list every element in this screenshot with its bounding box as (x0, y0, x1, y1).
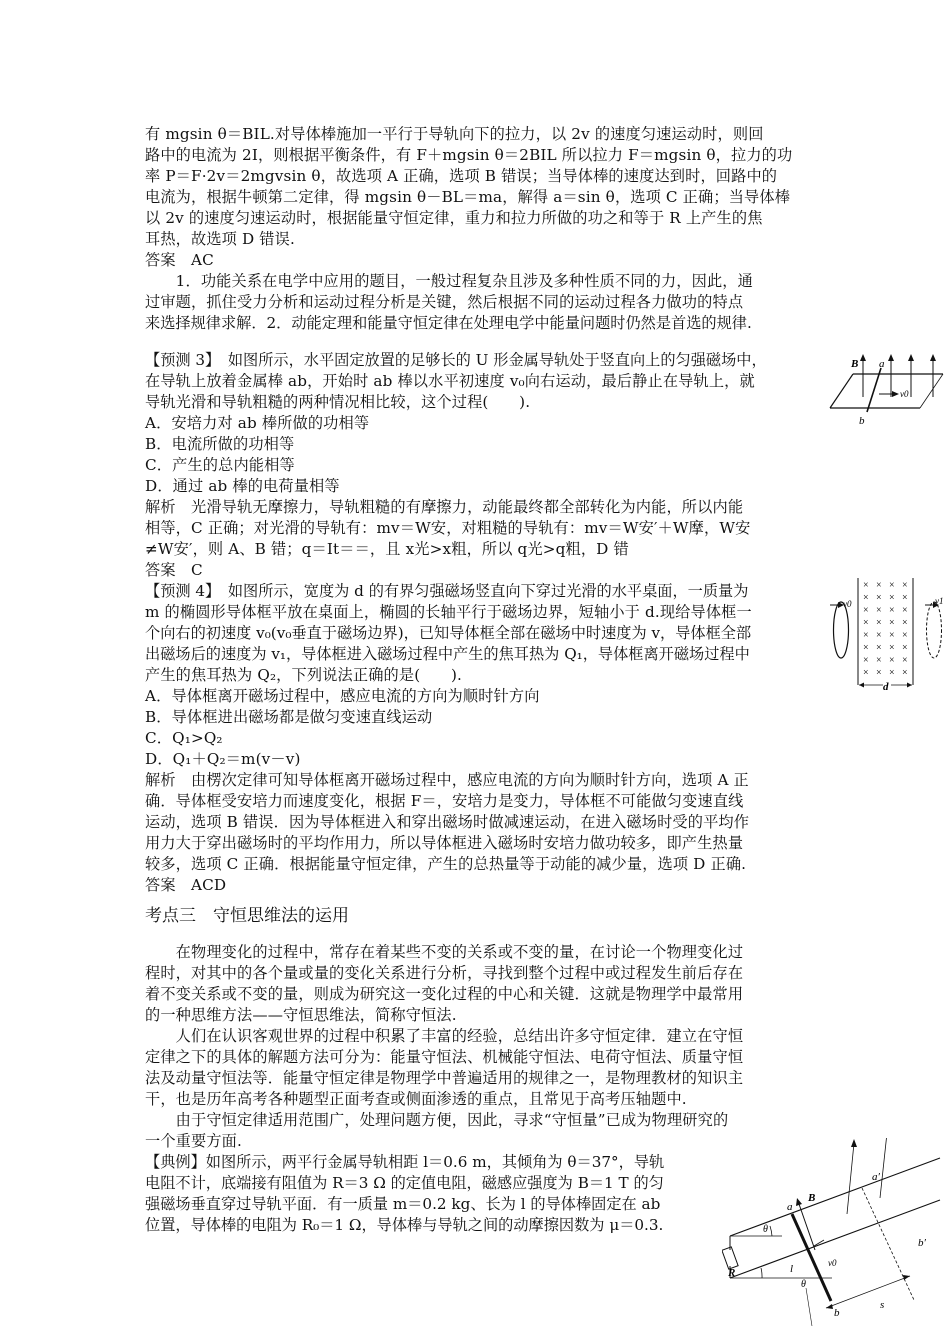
label-a: a (787, 1201, 793, 1213)
label-l: l (790, 1263, 794, 1275)
question-line: 个向右的初速度 v₀(v₀垂直于磁场边界)，已知导体框全部在磁场中时速度为 v，导体框全部 (145, 624, 752, 642)
rail-end (830, 374, 853, 408)
field-cross-mark: × (889, 655, 895, 666)
label-theta: θ (763, 1224, 768, 1235)
field-cross-mark: × (902, 580, 908, 591)
field-cross-mark: × (902, 667, 908, 679)
text-line: 率 P＝F·2v＝2mgvsin θ，故选项 A 正确，选项 B 错误；当导体棒的速度达到时，回路中的 (145, 167, 778, 185)
text-line: 1．功能关系在电学中应用的题目，一般过程复杂且涉及多种性质不同的力，因此，通 (145, 272, 753, 290)
field-cross-mark: × (902, 605, 908, 616)
answer-line: 答案 C (145, 561, 203, 579)
label-B: B (808, 1192, 816, 1204)
option-c: C．Q₁>Q₂ (145, 729, 223, 747)
field-cross-mark: × (889, 592, 895, 604)
field-cross-mark: × (863, 642, 869, 654)
rod-ab (867, 368, 881, 412)
field-cross-mark: × (876, 580, 882, 591)
text-line: 过审题，抓住受力分析和运动过程分析是关键，然后根据不同的运动过程各力做功的特点 (145, 293, 744, 311)
rail-upper (730, 1158, 940, 1236)
length-marker (806, 1288, 812, 1326)
section-heading: 考点三 守恒思维法的运用 (145, 906, 349, 926)
option-b: B．电流所做的功相等 (145, 435, 295, 453)
paragraph-line: 程时，对其中的各个量或量的变化关系进行分析，寻找到整个过程中或过程发生前后存在 (145, 964, 744, 982)
position-ab-prime (862, 1188, 914, 1300)
field-cross-mark: × (863, 630, 869, 641)
text-line: 以 2v 的速度匀速运动时，根据能量守恒定律，重力和拉力所做的功之和等于 R 上产生的焦 (145, 209, 763, 227)
label-a-prime: a′ (872, 1171, 880, 1183)
label-v0: v0 (900, 389, 909, 399)
field-cross-mark: × (863, 667, 869, 679)
label-R: R (728, 1267, 736, 1279)
label-v0: v0 (828, 1258, 837, 1268)
analysis-line: ≠W安′，则 A、B 错；q＝It＝＝，且 x光>x粗，所以 q光>q粗，D 错 (145, 540, 629, 558)
text-line: 耳热，故选项 D 错误. (145, 230, 295, 248)
label-b-prime: b′ (918, 1237, 926, 1249)
question-line: 出磁场后的速度为 v₁，导体框进入磁场过程中产生的焦耳热为 Q₁，导体框离开磁场过程中 (145, 645, 750, 663)
option-a: A．导体框离开磁场过程中，感应电流的方向为顺时针方向 (145, 687, 540, 705)
plane-edge (920, 374, 943, 408)
label-B: B (851, 358, 859, 370)
distance-s (826, 1276, 910, 1308)
option-d: D．通过 ab 棒的电荷量相等 (145, 477, 340, 495)
paragraph-line: 的一种思维方法——守恒思维法，简称守恒法. (145, 1006, 457, 1024)
option-c: C．产生的总内能相等 (145, 456, 295, 474)
example-line: 强磁场垂直穿过导轨平面．有一质量 m＝0.2 kg、长为 l 的导体棒固定在 ab (145, 1195, 661, 1213)
paragraph-line: 法及动量守恒法等．能量守恒定律是物理学中普遍适用的规律之一，是物理教材的知识主 (145, 1069, 744, 1087)
answer-line: 答案 AC (145, 251, 214, 269)
text-line: 来选择规律求解．2．动能定理和能量守恒定律在处理电学中能量问题时仍然是首选的规律. (145, 314, 752, 332)
paragraph-line: 干，也是历年高考各种题型正面考查或侧面渗透的重点，且常见于高考压轴题中. (145, 1090, 687, 1108)
B-arrow (799, 1204, 815, 1250)
field-cross-mark: × (902, 592, 908, 604)
loop-initial (834, 602, 849, 658)
paragraph-line: 着不变关系或不变的量，则成为研究这一变化过程的中心和关键．这就是物理学中最常用 (145, 985, 744, 1003)
analysis-line: 解析 光滑导轨无摩擦力，导轨粗糙的有摩擦力，动能最终都全部转化为内能，所以内能 (145, 498, 744, 516)
field-cross-mark: × (876, 592, 882, 604)
incline-rail-figure (722, 1138, 948, 1342)
example-line: 电阻不计，底端接有阻值为 R＝3 Ω 的定值电阻，磁感应强度为 B＝1 T 的匀 (145, 1174, 664, 1192)
field-cross-mark: × (889, 580, 895, 591)
analysis-line: 确．导体框受安培力而速度变化，根据 F＝，安培力是变力，导体框不可能做匀变速直线 (145, 792, 744, 810)
resistor-R (722, 1247, 738, 1269)
field-cross-mark: × (863, 580, 869, 591)
question-line: 【预测 3】 如图所示，水平固定放置的足够长的 U 形金属导轨处于竖直向上的匀强磁场中， (145, 351, 767, 369)
question-line: m 的椭圆形导体框平放在桌面上，椭圆的长轴平行于磁场边界，短轴小于 d.现给导体框一 (145, 603, 752, 621)
u-rail-figure (825, 352, 945, 432)
analysis-line: 相等，C 正确；对光滑的导轨有：mv＝W安，对粗糙的导轨有：mv＝W安′＋W摩，W安 (145, 519, 751, 537)
example-line: 位置，导体棒的电阻为 R₀＝1 Ω，导体棒与导轨之间的动摩擦因数为 μ＝0.3. (145, 1216, 664, 1234)
label-d: d (883, 681, 889, 693)
field-cross-mark: × (863, 617, 869, 629)
label-v1: v1 (935, 596, 944, 606)
text-line: 有 mgsin θ＝BIL.对导体棒施加一平行于导轨向下的拉力，以 2v 的速度匀速运动时，则回 (145, 125, 764, 143)
field-cross-mark: × (889, 667, 895, 679)
question-line: 导轨光滑和导轨粗糙的两种情况相比较，这个过程( ). (145, 393, 531, 411)
text-line: 电流为，根据牛顿第二定律，得 mgsin θ－BL＝ma，解得 a＝sin θ，选项 C 正确；当导体棒 (145, 188, 791, 206)
loop-final (927, 602, 942, 658)
rod-ab (792, 1214, 831, 1301)
field-cross-mark: × (902, 655, 908, 666)
field-cross-mark: × (876, 617, 882, 629)
field-cross-mark: × (902, 630, 908, 641)
field-cross-mark: × (863, 605, 869, 616)
label-theta: θ (801, 1279, 806, 1290)
field-cross-mark: × (889, 617, 895, 629)
example-line: 【典例】如图所示，两平行金属导轨相距 l＝0.6 m，其倾角为 θ＝37°，导轨 (145, 1153, 665, 1171)
option-a: A．安培力对 ab 棒所做的功相等 (145, 414, 370, 432)
paragraph-line: 定律之下的具体的解题方法可分为：能量守恒法、机械能守恒法、电荷守恒法、质量守恒 (145, 1048, 744, 1066)
analysis-line: 解析 由楞次定律可知导体框离开磁场过程中，感应电流的方向为顺时针方向，选项 A 正 (145, 771, 749, 789)
paragraph-line: 人们在认识客观世界的过程中积累了丰富的经验，总结出许多守恒定律．建立在守恒 (145, 1027, 744, 1045)
label-b: b (834, 1307, 840, 1319)
label-b: b (859, 415, 865, 427)
analysis-line: 用力大于穿出磁场时的平均作用力，所以导体框进入磁场时安培力做功较多，即产生热量 (145, 834, 744, 852)
question-line: 在导轨上放着金属棒 ab，开始时 ab 棒以水平初速度 v₀向右运动，最后静止在导轨上，就 (145, 372, 755, 390)
field-cross-mark: × (889, 630, 895, 641)
field-cross-grid (863, 580, 908, 679)
analysis-line: 较多，选项 C 正确．根据能量守恒定律，产生的总热量等于动能的减少量，选项 D 正确. (145, 855, 747, 873)
field-cross-mark: × (876, 630, 882, 641)
field-region-figure (825, 575, 947, 697)
paragraph-line: 一个重要方面. (145, 1132, 243, 1150)
field-cross-mark: × (889, 605, 895, 616)
question-line: 产生的焦耳热为 Q₂，下列说法正确的是( ). (145, 666, 463, 684)
field-cross-mark: × (863, 655, 869, 666)
text-line: 路中的电流为 2I，则根据平衡条件，有 F＋mgsin θ＝2BIL 所以拉力 F＝mgsin θ，拉力的功 (145, 146, 793, 164)
label-s: s (880, 1299, 885, 1311)
field-cross-mark: × (876, 642, 882, 654)
paragraph-line: 在物理变化的过程中，常存在着某些不变的关系或不变的量，在讨论一个物理变化过 (145, 943, 744, 961)
field-cross-mark: × (876, 605, 882, 616)
label-a: a (879, 358, 885, 370)
analysis-line: 运动，选项 B 错误．因为导体框进入和穿出磁场时做减速运动，在进入磁场时受的平均作 (145, 813, 750, 831)
field-cross-mark: × (902, 617, 908, 629)
option-b: B．导体框进出磁场都是做匀变速直线运动 (145, 708, 433, 726)
field-cross-mark: × (863, 592, 869, 604)
field-cross-mark: × (902, 642, 908, 654)
field-cross-mark: × (876, 667, 882, 679)
label-v0: v0 (843, 599, 852, 609)
answer-line: 答案 ACD (145, 876, 227, 894)
question-line: 【预测 4】 如图所示，宽度为 d 的有界匀强磁场竖直向下穿过光滑的水平桌面，一质量为 (145, 582, 749, 600)
option-d: D．Q₁＋Q₂＝m(v－v) (145, 750, 301, 768)
field-cross-mark: × (876, 655, 882, 666)
paragraph-line: 由于守恒定律适用范围广，处理问题方便，因此，寻求“守恒量”已成为物理研究的 (145, 1111, 729, 1129)
field-cross-mark: × (889, 642, 895, 654)
